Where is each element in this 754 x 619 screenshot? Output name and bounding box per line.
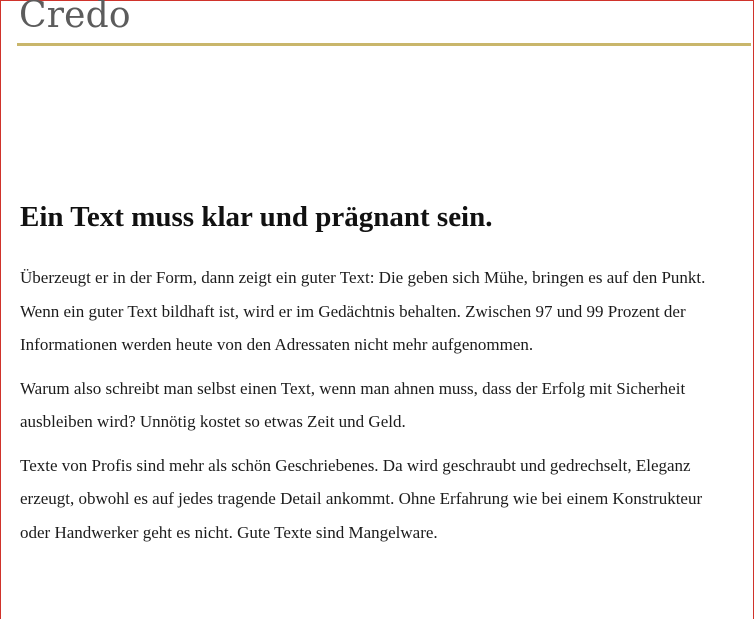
article bbox=[20, 196, 732, 549]
article-paragraph-3: Texte von Profis sind mehr als schön Geschriebenes. Da wird geschraubt und gedrechselt, Eleganz erzeugt, obwohl es auf jedes tragende Detail ankommt. Ohne Erfahrung wie bei einem Konstrukteur oder Handwerker geht es nicht. Gute Texte sind Mangelware. bbox=[20, 455, 703, 542]
article-paragraph-2: Warum also schreibt man selbst einen Text, wenn man ahnen muss, dass der Erfolg mit Sicherheit ausbleiben wird? Unnötig kostet so etwas Zeit und Geld. bbox=[20, 378, 686, 431]
site-title[interactable]: Credo bbox=[19, 0, 131, 36]
site-header bbox=[17, 1, 751, 46]
article-headline: Ein Text muss klar und prägnant sein. bbox=[20, 201, 493, 233]
header-divider bbox=[17, 43, 751, 46]
article-paragraph-1: Überzeugt er in der Form, dann zeigt ein guter Text: Die geben sich Mühe, bringen es auf den Punkt. Wenn ein guter Text bildhaft ist, wird er im Gedächtnis behalten. Zwischen 97 und 99 Prozent der Informationen werden heute von den Adressaten nicht mehr aufgenommen. bbox=[20, 268, 706, 354]
